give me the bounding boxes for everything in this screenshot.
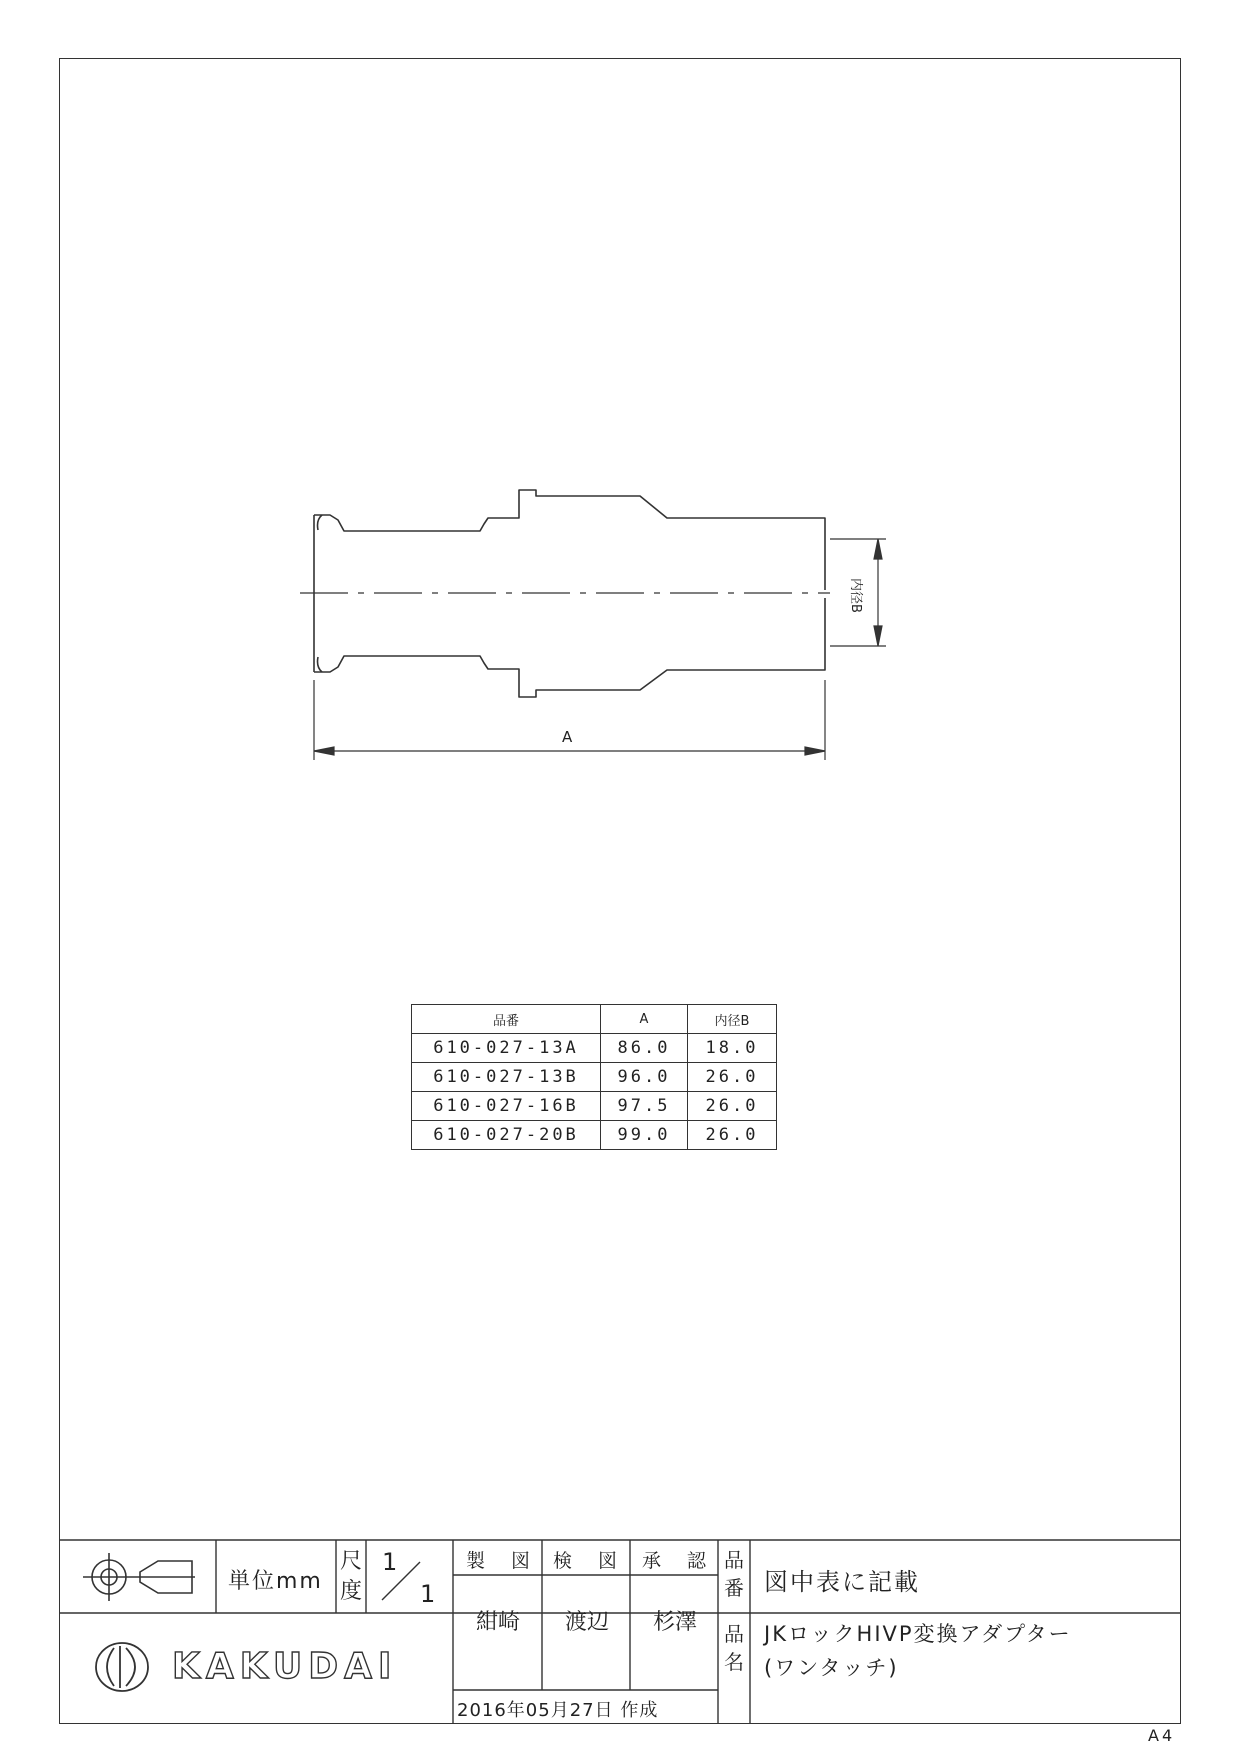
spec-cell-inner-b: 18.0: [688, 1034, 777, 1063]
paper-size-label: A4: [1148, 1726, 1176, 1745]
kakudai-logo-icon: [96, 1643, 148, 1691]
scale-label-top: 尺: [340, 1549, 363, 1574]
role-approved: 承 認: [642, 1550, 717, 1572]
name-drawn: 紺崎: [476, 1610, 521, 1635]
spec-cell-part-no: 610-027-16B: [412, 1092, 601, 1121]
role-drawn: 製 図: [466, 1550, 541, 1572]
name-checked: 渡辺: [565, 1610, 610, 1635]
spec-cell-inner-b: 26.0: [688, 1092, 777, 1121]
part-name-line2: (ワンタッチ): [764, 1656, 899, 1680]
spec-header-part-no: 品番: [412, 1005, 601, 1034]
spec-cell-a: 99.0: [601, 1121, 688, 1150]
spec-cell-part-no: 610-027-13B: [412, 1063, 601, 1092]
spec-header-inner-b: 内径B: [688, 1005, 777, 1034]
scale-numerator: 1: [382, 1548, 398, 1576]
scale-label-bottom: 度: [340, 1579, 363, 1604]
spec-table: [411, 1004, 777, 1150]
adapter-lower-profile: [322, 598, 825, 697]
spec-cell-a: 86.0: [601, 1034, 688, 1063]
role-checked: 検 図: [553, 1550, 628, 1572]
scale-denominator: 1: [420, 1580, 436, 1608]
company-logo-text: KAKUDAI: [172, 1646, 398, 1687]
projection-symbol-icon: [83, 1553, 195, 1601]
adapter-upper-profile: [322, 490, 825, 590]
spec-table-header-row: [412, 1005, 777, 1034]
dimension-a-label: A: [562, 728, 573, 746]
part-no-value: 図中表に記載: [764, 1568, 920, 1596]
unit-label: 単位mm: [228, 1569, 323, 1594]
table-row: [412, 1092, 777, 1121]
part-no-label-bottom: 番: [724, 1576, 744, 1600]
spec-cell-part-no: 610-027-20B: [412, 1121, 601, 1150]
spec-cell-inner-b: 26.0: [688, 1121, 777, 1150]
name-approved: 杉澤: [653, 1610, 698, 1635]
table-row: [412, 1121, 777, 1150]
part-name-label-top: 品: [724, 1622, 744, 1646]
table-row: [412, 1063, 777, 1092]
spec-cell-a: 96.0: [601, 1063, 688, 1092]
spec-header-a: A: [601, 1005, 688, 1034]
spec-cell-inner-b: 26.0: [688, 1063, 777, 1092]
part-no-label-top: 品: [724, 1548, 744, 1572]
part-name-label-bottom: 名: [724, 1650, 744, 1674]
spec-cell-a: 97.5: [601, 1092, 688, 1121]
date-label: 2016年05月27日 作成: [457, 1700, 659, 1721]
table-row: [412, 1034, 777, 1063]
spec-cell-part-no: 610-027-13A: [412, 1034, 601, 1063]
dimension-inner-b-label: 内径B: [847, 578, 863, 613]
part-name-line1: JKロックHIVP変換アダプター: [764, 1622, 1072, 1646]
